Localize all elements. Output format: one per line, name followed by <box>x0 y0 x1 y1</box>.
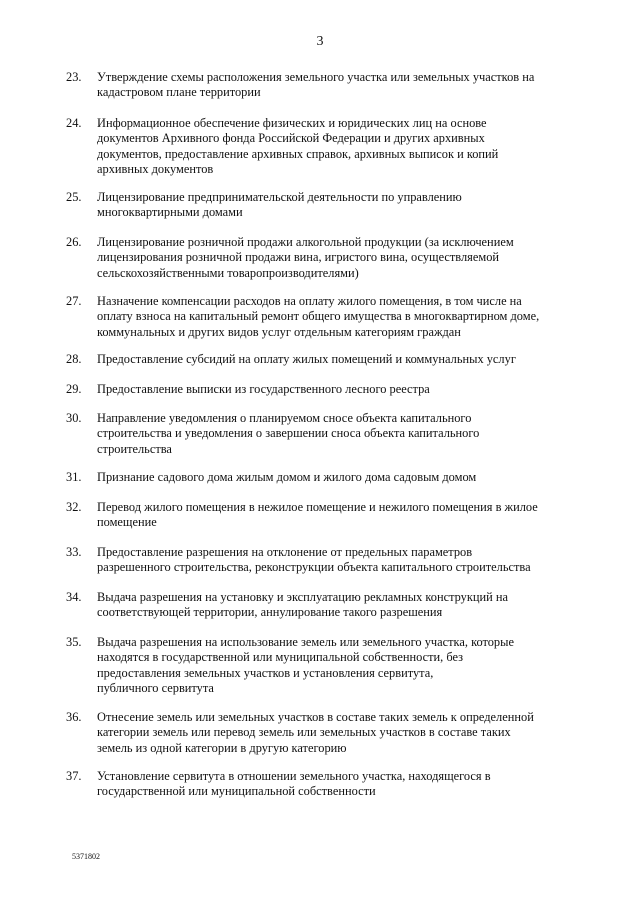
item-text-line: Перевод жилого помещения в нежилое помещение и нежилого помещения в жилое <box>97 500 538 514</box>
item-text <box>97 116 586 177</box>
item-number: 25. <box>66 190 82 204</box>
item-text-line: документов, предоставление архивных справок, архивных выписок и копий <box>97 146 499 161</box>
item-text-line: разрешенного строительства, реконструкции объекта капитального строительства <box>97 560 531 575</box>
item-text-line: помещение <box>97 515 157 530</box>
item-text <box>97 590 586 621</box>
item-text-line: кадастровом плане территории <box>97 85 261 100</box>
item-number: 31. <box>66 470 82 484</box>
page-number: 3 <box>316 34 324 49</box>
item-text-line: Предоставление разрешения на отклонение от предельных параметров <box>97 545 473 559</box>
item-text-line: Предоставление выписки из государственного лесного реестра <box>97 382 430 396</box>
item-number: 28. <box>66 352 82 366</box>
item-text <box>97 769 586 800</box>
item-text-line: предоставления земельных участков и установления сервитута, <box>97 665 434 680</box>
item-text-line: Признание садового дома жилым домом и жилого дома садовым домом <box>97 470 477 484</box>
item-text <box>97 545 586 576</box>
list-item <box>66 235 586 281</box>
list-item <box>66 70 586 101</box>
list-item <box>66 352 586 367</box>
item-text <box>97 635 586 696</box>
list-item <box>66 190 586 221</box>
item-number: 34. <box>66 590 82 604</box>
item-text-line: сельскохозяйственными товаропроизводителями) <box>97 265 359 280</box>
item-number: 30. <box>66 411 82 425</box>
item-text-line: архивных документов <box>97 161 214 176</box>
item-text <box>97 352 586 367</box>
item-text-line: строительства <box>97 441 172 456</box>
list-item <box>66 470 586 485</box>
list-item <box>66 769 586 800</box>
item-number: 37. <box>66 769 82 783</box>
list-item <box>66 294 586 340</box>
list-item <box>66 635 586 696</box>
item-text-line: Отнесение земель или земельных участков в составе таких земель к определенной <box>97 710 534 724</box>
item-text-line: категории земель или перевод земель или земельных участков в составе таких <box>97 725 511 740</box>
item-text-line: документов Архивного фонда Российской Федерации и других архивных <box>97 131 485 146</box>
list-item <box>66 411 586 457</box>
document-code: 5371802 <box>72 852 100 861</box>
item-text-line: многоквартирными домами <box>97 205 243 220</box>
item-text <box>97 382 586 397</box>
item-text-line: Назначение компенсации расходов на оплату жилого помещения, в том числе на <box>97 294 522 308</box>
item-number: 35. <box>66 635 82 649</box>
list-item <box>66 710 586 756</box>
item-text-line: Информационное обеспечение физических и юридических лиц на основе <box>97 116 487 130</box>
item-text-line: публичного сервитута <box>97 680 214 695</box>
item-number: 32. <box>66 500 82 514</box>
item-text-line: Установление сервитута в отношении земельного участка, находящегося в <box>97 769 491 783</box>
item-text <box>97 70 586 101</box>
item-number: 29. <box>66 382 82 396</box>
item-text-line: государственной или муниципальной собственности <box>97 784 376 799</box>
item-text <box>97 500 586 531</box>
item-text-line: Лицензирование предпринимательской деятельности по управлению <box>97 190 462 204</box>
item-text <box>97 294 586 340</box>
list-item <box>66 590 586 621</box>
item-text-line: находятся в государственной или муниципальной собственности, без <box>97 650 464 665</box>
list-item <box>66 116 586 177</box>
item-text-line: соответствующей территории, аннулирование такого разрешения <box>97 605 443 620</box>
list-item <box>66 382 586 397</box>
item-text-line: лицензирования розничной продажи вина, игристого вина, осуществляемой <box>97 250 500 265</box>
item-text-line: оплату взноса на капитальный ремонт общего имущества в многоквартирном доме, <box>97 309 540 324</box>
item-number: 26. <box>66 235 82 249</box>
item-text <box>97 190 586 221</box>
list-item <box>66 545 586 576</box>
item-text <box>97 470 586 485</box>
item-number: 27. <box>66 294 82 308</box>
item-text-line: Направление уведомления о планируемом сносе объекта капитального <box>97 411 472 425</box>
item-number: 33. <box>66 545 82 559</box>
item-text-line: Выдача разрешения на установку и эксплуатацию рекламных конструкций на <box>97 590 509 604</box>
item-text-line: Утверждение схемы расположения земельного участка или земельных участков на <box>97 70 535 84</box>
item-number: 23. <box>66 70 82 84</box>
item-text-line: коммунальных и других видов услуг отдельным категориям граждан <box>97 324 461 339</box>
item-text <box>97 710 586 756</box>
item-number: 24. <box>66 116 82 130</box>
list-item <box>66 500 586 531</box>
item-text-line: земель из одной категории в другую категорию <box>97 740 347 755</box>
item-text-line: Выдача разрешения на использование земель или земельного участка, которые <box>97 635 514 649</box>
item-number: 36. <box>66 710 82 724</box>
item-text <box>97 235 586 281</box>
item-text-line: Лицензирование розничной продажи алкогольной продукции (за исключением <box>97 235 514 249</box>
item-text <box>97 411 586 457</box>
item-text-line: Предоставление субсидий на оплату жилых помещений и коммунальных услуг <box>97 352 516 366</box>
item-text-line: строительства и уведомления о завершении сноса объекта капитального <box>97 426 480 441</box>
